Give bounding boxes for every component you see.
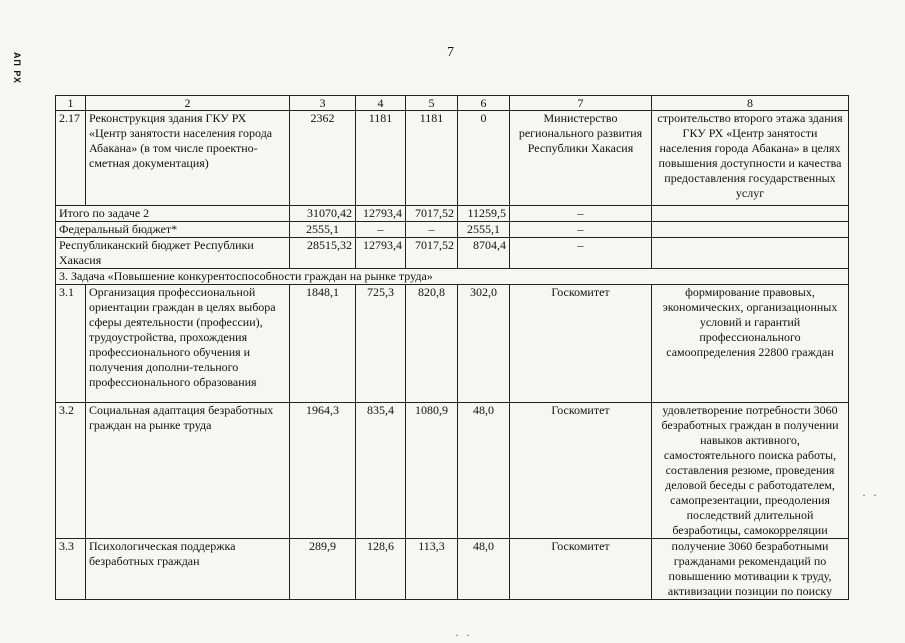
side-mark: АП РХ <box>12 52 22 85</box>
section-title: 3. Задача «Повышение конкурентоспособности граждан на рынке труда» <box>56 269 849 285</box>
table-header-row <box>56 96 849 111</box>
year-2-cost: 1080,9 <box>406 403 458 539</box>
table-row <box>56 285 849 403</box>
year-3-cost: 8704,4 <box>458 238 510 269</box>
row-number: 2.17 <box>56 111 86 206</box>
total-cost: 1848,1 <box>290 285 356 403</box>
year-3-cost: 48,0 <box>458 539 510 600</box>
table-row <box>56 222 849 238</box>
year-1-cost: 1181 <box>356 111 406 206</box>
header-cell: 6 <box>458 96 510 111</box>
subtotal-label: Итого по задаче 2 <box>56 206 290 222</box>
table-row <box>56 206 849 222</box>
section-row <box>56 269 849 285</box>
measure-name: Реконструкция здания ГКУ РХ «Центр занятости населения города Абакана» (в том числе проектно-сметная документация) <box>86 111 290 206</box>
year-3-cost: 0 <box>458 111 510 206</box>
total-cost: 31070,42 <box>290 206 356 222</box>
year-2-cost: 7017,52 <box>406 206 458 222</box>
measure-name: Организация профессиональной ориентации граждан в целях выбора сферы деятельности (профессии), трудоустройства, прохождения профессионального обучения и получения дополни-тельного профессионального образования <box>86 285 290 403</box>
table-row <box>56 539 849 600</box>
executor: – <box>510 238 652 269</box>
total-cost: 1964,3 <box>290 403 356 539</box>
row-number: 3.3 <box>56 539 86 600</box>
total-cost: 289,9 <box>290 539 356 600</box>
program-table <box>55 95 849 600</box>
executor: – <box>510 222 652 238</box>
bottom-dots: · · <box>455 628 472 642</box>
year-3-cost: 2555,1 <box>458 222 510 238</box>
header-cell: 7 <box>510 96 652 111</box>
year-1-cost: 12793,4 <box>356 206 406 222</box>
year-3-cost: 11259,5 <box>458 206 510 222</box>
expected-result <box>652 238 849 269</box>
year-2-cost: – <box>406 222 458 238</box>
year-1-cost: 12793,4 <box>356 238 406 269</box>
header-cell: 8 <box>652 96 849 111</box>
header-cell: 2 <box>86 96 290 111</box>
year-2-cost: 113,3 <box>406 539 458 600</box>
measure-name: Психологическая поддержка безработных граждан <box>86 539 290 600</box>
table-row <box>56 111 849 206</box>
expected-result: получение 3060 безработными гражданами рекомендаций по повышению мотивации к труду, активизации позиции по поиску <box>652 539 849 600</box>
executor: Госкомитет <box>510 285 652 403</box>
year-1-cost: – <box>356 222 406 238</box>
budget-label: Республиканский бюджет Республики Хакасия <box>56 238 290 269</box>
expected-result: удовлетворение потребности 3060 безработных граждан в получении навыков активного, самостоятельного поиска работы, составления резюме, проведения деловой беседы с работодателем, самопрезентации, преодоления последствий длительной безработицы, самокорреляции <box>652 403 849 539</box>
executor: Министерство регионального развития Республики Хакасия <box>510 111 652 206</box>
table-row <box>56 238 849 269</box>
page-number: 7 <box>447 45 454 60</box>
row-number: 3.1 <box>56 285 86 403</box>
year-1-cost: 725,3 <box>356 285 406 403</box>
year-2-cost: 820,8 <box>406 285 458 403</box>
expected-result: формирование правовых, экономических, организационных условий и гарантий профессионального самоопределения 22800 граждан <box>652 285 849 403</box>
expected-result <box>652 206 849 222</box>
expected-result <box>652 222 849 238</box>
total-cost: 28515,32 <box>290 238 356 269</box>
year-2-cost: 1181 <box>406 111 458 206</box>
margin-dots: · · <box>862 488 879 502</box>
header-cell: 3 <box>290 96 356 111</box>
executor: Госкомитет <box>510 403 652 539</box>
year-1-cost: 128,6 <box>356 539 406 600</box>
expected-result: строительство второго этажа здания ГКУ РХ «Центр занятости населения города Абакана» в целях повышения доступности и качества предоставления государственных услуг <box>652 111 849 206</box>
header-cell: 1 <box>56 96 86 111</box>
executor: Госкомитет <box>510 539 652 600</box>
row-number: 3.2 <box>56 403 86 539</box>
year-3-cost: 48,0 <box>458 403 510 539</box>
header-cell: 4 <box>356 96 406 111</box>
header-cell: 5 <box>406 96 458 111</box>
total-cost: 2362 <box>290 111 356 206</box>
budget-label: Федеральный бюджет* <box>56 222 290 238</box>
year-2-cost: 7017,52 <box>406 238 458 269</box>
measure-name: Социальная адаптация безработных граждан на рынке труда <box>86 403 290 539</box>
table-row <box>56 403 849 539</box>
year-1-cost: 835,4 <box>356 403 406 539</box>
total-cost: 2555,1 <box>290 222 356 238</box>
executor: – <box>510 206 652 222</box>
year-3-cost: 302,0 <box>458 285 510 403</box>
